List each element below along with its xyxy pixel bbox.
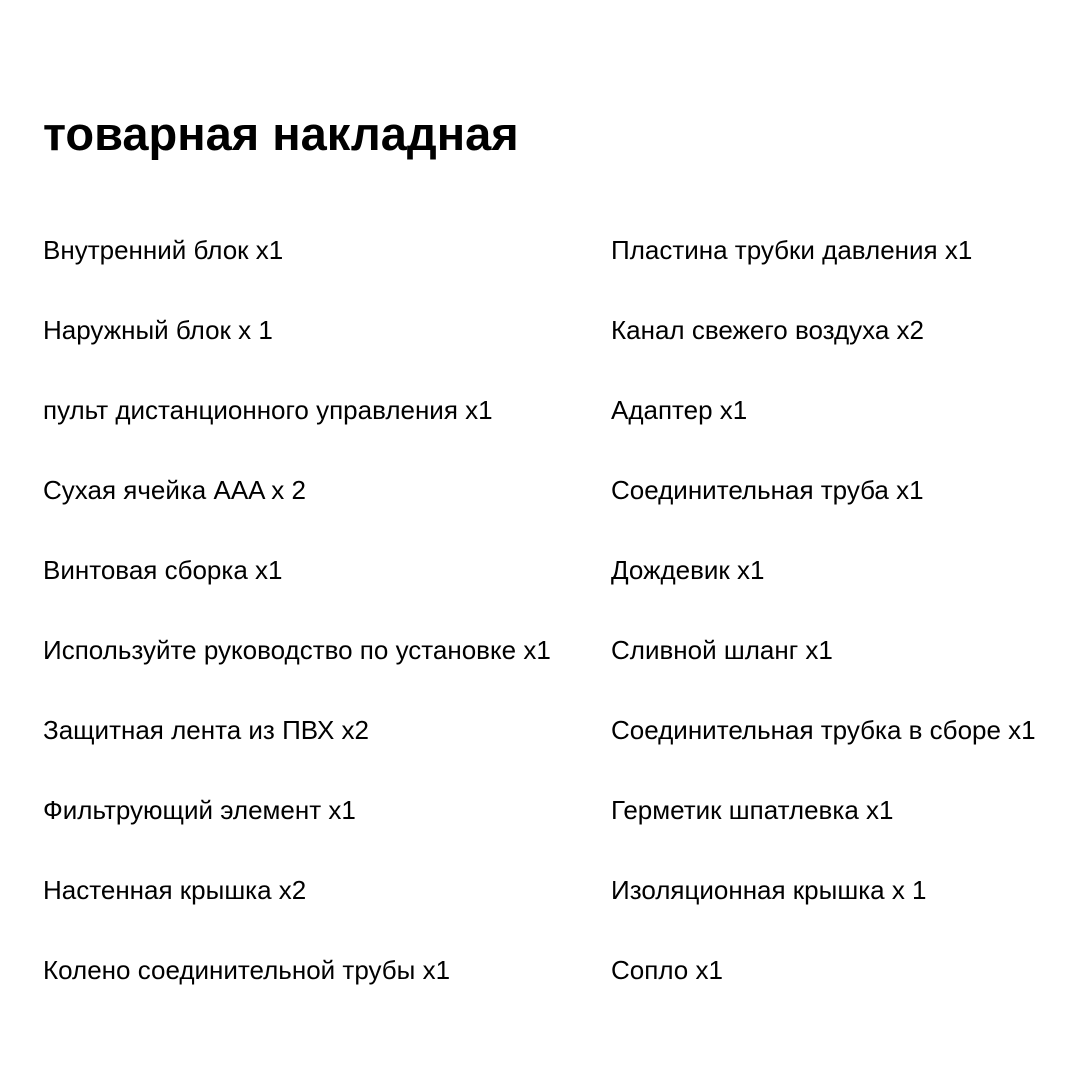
item-list-right — [611, 230, 1076, 1030]
item-list-left — [43, 230, 603, 1030]
list-item: пульт дистанционного управления x1 — [43, 395, 493, 425]
list-item: Настенная крышка x2 — [43, 875, 307, 905]
list-item: Внутренний блок x1 — [43, 235, 284, 265]
list-item: Адаптер x1 — [611, 395, 748, 425]
list-item: Сопло x1 — [611, 955, 723, 985]
list-item: Сухая ячейка AAA x 2 — [43, 475, 306, 505]
list-item: Соединительная труба x1 — [611, 475, 924, 505]
list-item: Наружный блок x 1 — [43, 315, 273, 345]
list-item: Дождевик x1 — [611, 555, 765, 585]
list-item: Канал свежего воздуха x2 — [611, 315, 925, 345]
list-item: Фильтрующий элемент x1 — [43, 795, 356, 825]
list-item: Сливной шланг x1 — [611, 635, 833, 665]
document-title: товарная накладная — [43, 107, 519, 160]
list-item: Защитная лента из ПВХ x2 — [43, 715, 369, 745]
list-item: Используйте руководство по установке x1 — [43, 635, 551, 665]
list-item: Изоляционная крышка x 1 — [611, 875, 927, 905]
list-item: Колено соединительной трубы x1 — [43, 955, 451, 985]
list-item: Герметик шпатлевка x1 — [611, 795, 894, 825]
list-item: Соединительная трубка в сборе x1 — [611, 715, 1036, 745]
list-item: Винтовая сборка x1 — [43, 555, 283, 585]
list-item: Пластина трубки давления x1 — [611, 235, 973, 265]
